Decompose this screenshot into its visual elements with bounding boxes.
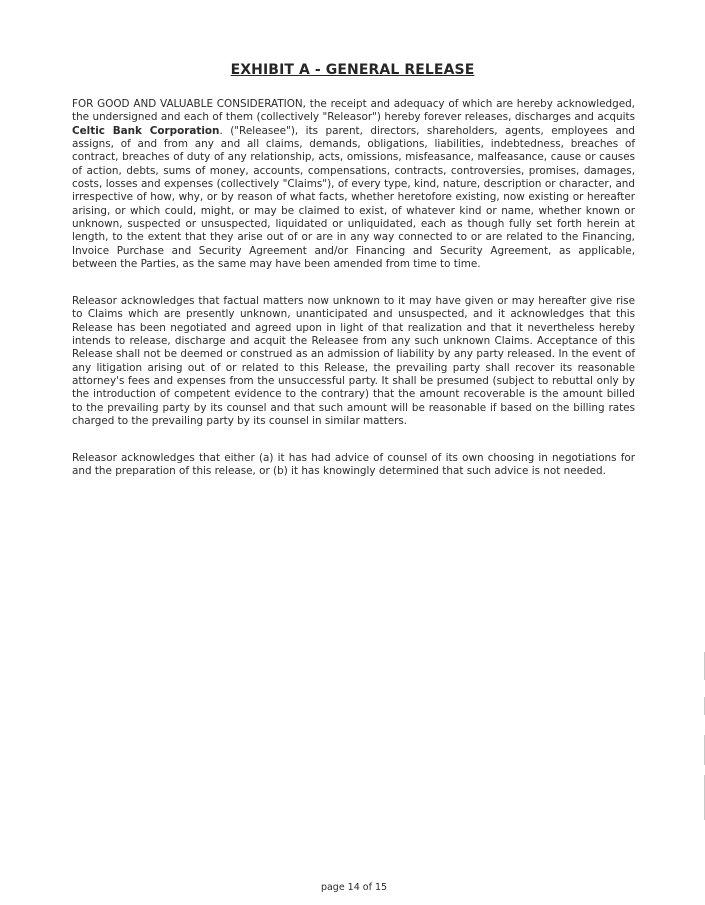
page-number: page 14 of 15: [320, 882, 388, 893]
release-paragraph-1: [72, 98, 635, 271]
paragraph-1-text-start: FOR GOOD AND VALUABLE CONSIDERATION, the receipt and adequacy of which are hereby acknowledged, the undersigned and each of them (collectively "Releasor") hereby forever releases, discharges and acquits: [72, 98, 635, 124]
release-paragraph-3: Releasor acknowledges that either (a) it has had advice of counsel of its own choosing in negotiations for and the preparation of this release, or (b) it has knowingly determined that such advice is not needed.: [72, 452, 635, 478]
page-title: EXHIBIT A - GENERAL RELEASE: [230, 62, 475, 78]
paragraph-1-text-end: . ("Releasee"), its parent, directors, shareholders, agents, employees and assigns, of and from any and all claims, demands, obligations, liabilities, indebtedness, breaches of contract, breaches of duty of any relationship, acts, omissions, misfeasance, malfeasance, cause or causes of action, debts, sums of money, accounts, compensations, contracts, controversies, promises, damages, costs, losses and expenses (collectively "Claims"), of every type, kind, nature, description or character, and irrespective of how, why, or by reason of what facts, whether heretofore existing, now existing or hereafter arising, or which could, might, or may be claimed to exist, of whatever kind or name, whether known or unknown, suspected or unsuspected, liquidated or unliquidated, each as though fully set forth herein at length, to the extent that they arise out of or are in any way connected to or are related to the Financing, Invoice Purchase and Security Agreement and/or Financing and Security Agreement, as applicable, between the Parties, as the same may have been amended from time to time.: [72, 124, 635, 271]
releasee-name: Celtic Bank Corporation: [72, 124, 220, 137]
release-paragraph-2: Releasor acknowledges that factual matters now unknown to it may have given or may hereafter give rise to Claims which are presently unknown, unanticipated and unsuspected, and it acknowledges that this Release has been negotiated and agreed upon in light of that realization and that it nevertheless hereby intends to release, discharge and acquit the Releasee from any such unknown Claims. Acceptance of this Release shall not be deemed or construed as an admission of liability by any party released. In the event of any litigation arising out of or related to this Release, the prevailing party shall recover its reasonable attorney's fees and expenses from the unsuccessful party. It shall be presumed (subject to rebuttal only by the introduction of competent evidence to the contrary) that the amount recoverable is the amount billed to the prevailing party by its counsel and that such amount will be reasonable if based on the billing rates charged to the prevailing party by its counsel in similar matters.: [72, 295, 635, 428]
